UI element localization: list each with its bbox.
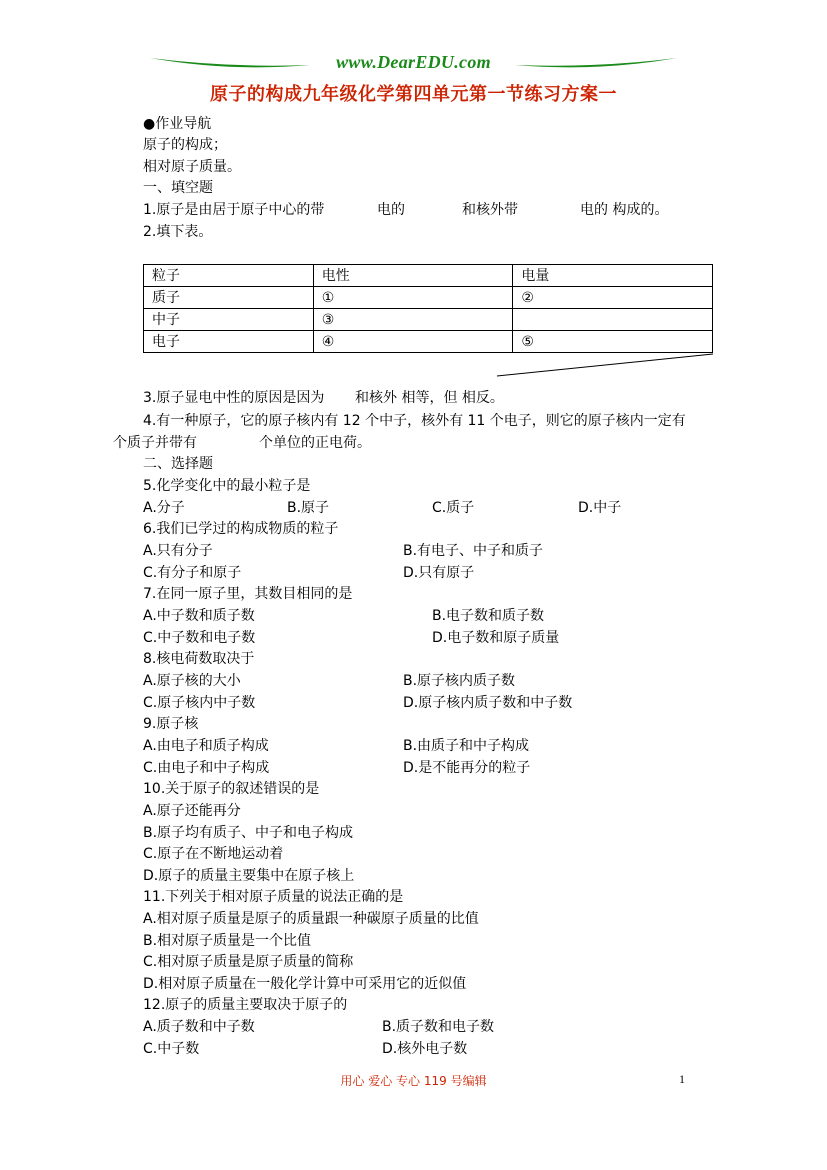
question-stem: 6.我们已学过的构成物质的粒子 [143, 521, 339, 537]
question-stem: 8.核电荷数取决于 [143, 651, 255, 667]
question-1-part: 电的 构成的。 [580, 202, 669, 218]
section-heading-choice: 二、选择题 [143, 456, 213, 472]
table-diagonal-line [495, 352, 717, 378]
question-stem: 12.原子的质量主要取决于原子的 [143, 997, 348, 1013]
option: A.原子核的大小 [143, 673, 241, 689]
question-4-line: 个质子并带有 [113, 435, 197, 451]
option: A.只有分子 [143, 543, 213, 559]
question-stem: 9.原子核 [143, 716, 199, 732]
question-stem: 5.化学变化中的最小粒子是 [143, 478, 311, 494]
option: C.由电子和中子构成 [143, 760, 270, 776]
question-1-part: 1.原子是由居于原子中心的带 [143, 202, 325, 218]
option: C.中子数 [143, 1041, 200, 1057]
option: D.原子核内质子数和中子数 [403, 695, 573, 711]
particle-table [143, 264, 713, 353]
question-stem: 11.下列关于相对原子质量的说法正确的是 [143, 889, 404, 905]
question-2: 2.填下表。 [143, 224, 213, 240]
option: A.原子还能再分 [143, 803, 241, 819]
page-title: 原子的构成九年级化学第四单元第一节练习方案一 [210, 84, 617, 105]
table-row [144, 309, 713, 331]
page-number: 1 [679, 1072, 685, 1086]
option: D.电子数和原子质量 [432, 630, 560, 646]
option: B.质子数和电子数 [382, 1019, 495, 1035]
question-3-part: 3.原子显电中性的原因是因为 [143, 390, 325, 406]
option: B.原子 [287, 500, 330, 516]
homework-nav-heading: ●作业导航 [143, 116, 212, 132]
option: C.原子核内中子数 [143, 695, 256, 711]
table-row [144, 287, 713, 309]
table-cell [513, 309, 713, 331]
option: D.是不能再分的粒子 [403, 760, 531, 776]
question-4-line: 4.有一种原子，它的原子核内有 12 个中子，核外有 11 个电子，则它的原子核内一定有 [143, 413, 686, 429]
option: B.电子数和质子数 [432, 608, 545, 624]
footer-slogan: 用心 爱心 专心 119 号编辑 [340, 1074, 487, 1088]
option: B.由质子和中子构成 [403, 738, 530, 754]
option: B.原子均有质子、中子和电子构成 [143, 825, 354, 841]
table-header-cell: 电性 [313, 265, 513, 287]
question-4-line: 个单位的正电荷。 [259, 435, 371, 451]
option: B.原子核内质子数 [403, 673, 516, 689]
option: D.中子 [578, 500, 622, 516]
option: D.原子的质量主要集中在原子核上 [143, 868, 355, 884]
table-cell: ④ [313, 331, 513, 353]
question-stem: 10.关于原子的叙述错误的是 [143, 781, 320, 797]
intro-line: 原子的构成； [143, 137, 227, 153]
option: A.由电子和质子构成 [143, 738, 269, 754]
option: C.质子 [432, 500, 475, 516]
option: C.有分子和原子 [143, 565, 242, 581]
intro-line: 相对原子质量。 [143, 159, 241, 175]
option: C.原子在不断地运动着 [143, 846, 284, 862]
option: C.中子数和电子数 [143, 630, 256, 646]
option: A.中子数和质子数 [143, 608, 255, 624]
question-3-part: 和核外 相等，但 相反。 [355, 390, 504, 406]
option: A.分子 [143, 500, 185, 516]
option: A.相对原子质量是原子的质量跟一种碳原子质量的比值 [143, 911, 479, 927]
table-cell: ① [313, 287, 513, 309]
table-cell: 电子 [144, 331, 314, 353]
option: D.相对原子质量在一般化学计算中可采用它的近似值 [143, 976, 467, 992]
table-header-cell: 粒子 [144, 265, 314, 287]
question-stem: 7.在同一原子里，其数目相同的是 [143, 586, 353, 602]
table-cell: 中子 [144, 309, 314, 331]
table-cell: 质子 [144, 287, 314, 309]
option: C.相对原子质量是原子质量的简称 [143, 954, 354, 970]
table-row [144, 331, 713, 353]
option: B.有电子、中子和质子 [403, 543, 544, 559]
option: D.核外电子数 [382, 1041, 468, 1057]
table-cell: ② [513, 287, 713, 309]
table-cell: ⑤ [513, 331, 713, 353]
table-header-row [144, 265, 713, 287]
option: A.质子数和中子数 [143, 1019, 255, 1035]
section-heading-fill-in: 一、填空题 [143, 180, 213, 196]
site-url: www.DearEDU.com [336, 52, 491, 72]
question-1-part: 和核外带 [462, 202, 518, 218]
table-cell: ③ [313, 309, 513, 331]
option: D.只有原子 [403, 565, 475, 581]
question-1-part: 电的 [377, 202, 405, 218]
option: B.相对原子质量是一个比值 [143, 933, 312, 949]
table-header-cell: 电量 [513, 265, 713, 287]
